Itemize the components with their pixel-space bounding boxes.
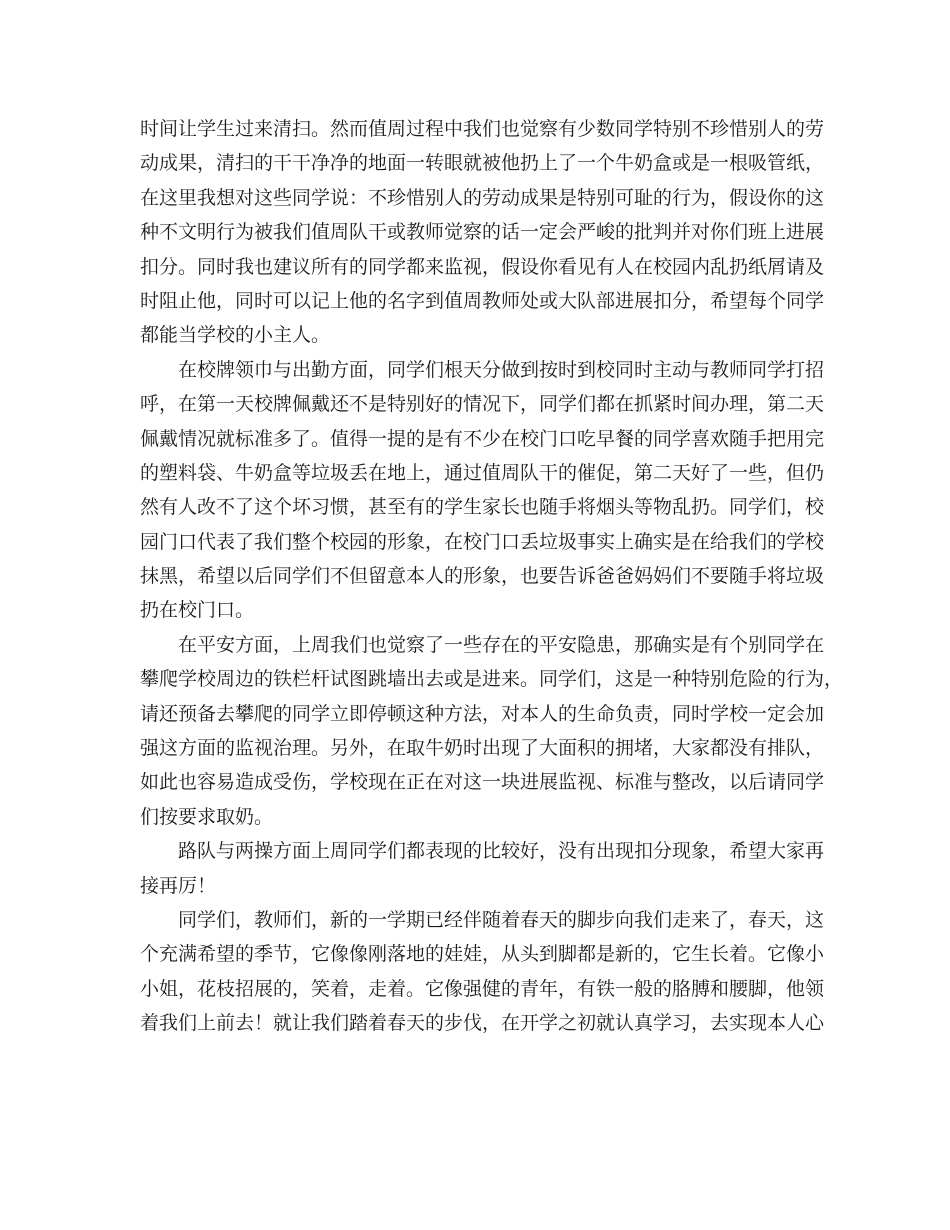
- text-line: 扣分。同时我也建议所有的同学都来监视，假设你看见有人在校园内乱扔纸屑请及: [140, 255, 825, 278]
- document-body: [140, 112, 844, 1041]
- text-line: 个充满希望的季节，它像像刚落地的娃娃，从头到脚都是新的，它生长着。它像小: [140, 943, 825, 966]
- text-line: 时间让学生过来清扫。然而值周过程中我们也觉察有少数同学特别不珍惜别人的劳: [140, 118, 825, 140]
- text-line: 时阻止他，同时可以记上他的名字到值周教师处或大队部进展扣分，希望每个同学: [140, 289, 825, 312]
- text-line: 呼，在第一天校牌佩戴还不是特别好的情况下，同学们都在抓紧时间办理，第二天: [140, 393, 825, 416]
- text-line: 攀爬学校周边的铁栏杆试图跳墙出去或是进来。同学们，这是一种特别危险的行为，: [140, 668, 844, 691]
- text-line: 在这里我想对这些同学说：不珍惜别人的劳动成果是特别可耻的行为，假设你的这: [140, 186, 825, 209]
- text-line: 种不文明行为被我们值周队干或教师觉察的话一定会严峻的批判并对你们班上进展: [140, 221, 825, 244]
- text-line: 强这方面的监视治理。另外，在取牛奶时出现了大面积的拥堵，大家都没有排队，: [140, 737, 825, 760]
- text-line: 们按要求取奶。: [140, 805, 274, 828]
- text-line: 着我们上前去！就让我们踏着春天的步伐，在开学之初就认真学习，去实现本人心: [140, 1012, 825, 1035]
- text-line: 动成果，清扫的干干净净的地面一转眼就被他扔上了一个牛奶盒或是一根吸管纸，: [140, 152, 825, 175]
- paragraph-start-line: 在校牌领巾与出勤方面，同学们根天分做到按时到校同时主动与教师同学打招: [178, 358, 825, 381]
- paragraph-start-line: 同学们，教师们，新的一学期已经伴随着春天的脚步向我们走来了，春天，这: [178, 908, 825, 931]
- paragraph-start-line: 路队与两操方面上周同学们都表现的比较好，没有出现扣分现象，希望大家再: [178, 840, 825, 863]
- text-line: 接再厉！: [140, 874, 217, 897]
- paragraph-start-line: 在平安方面，上周我们也觉察了一些存在的平安隐患，那确实是有个别同学在: [178, 633, 825, 656]
- text-line: 扔在校门口。: [140, 599, 255, 622]
- text-line: 园门口代表了我们整个校园的形象，在校门口丢垃圾事实上确实是在给我们的学校: [140, 530, 825, 553]
- text-line: 都能当学校的小主人。: [140, 324, 331, 347]
- text-line: 抹黑，希望以后同学们不但留意本人的形象，也要告诉爸爸妈妈们不要随手将垃圾: [140, 565, 825, 588]
- text-line: 然有人改不了这个坏习惯，甚至有的学生家长也随手将烟头等物乱扔。同学们，校: [140, 496, 825, 519]
- text-line: 请还预备去攀爬的同学立即停顿这种方法，对本人的生命负责，同时学校一定会加: [140, 702, 825, 725]
- text-line: 佩戴情况就标准多了。值得一提的是有不少在校门口吃早餐的同学喜欢随手把用完: [140, 427, 825, 450]
- text-line: 小姐，花枝招展的，笑着，走着。它像强健的青年，有铁一般的胳膊和腰脚，他领: [140, 977, 825, 1000]
- text-line: 的塑料袋、牛奶盒等垃圾丢在地上，通过值周队干的催促，第二天好了一些，但仍: [140, 461, 825, 484]
- text-line: 如此也容易造成受伤，学校现在正在对这一块进展监视、标准与整改，以后请同学: [140, 771, 825, 794]
